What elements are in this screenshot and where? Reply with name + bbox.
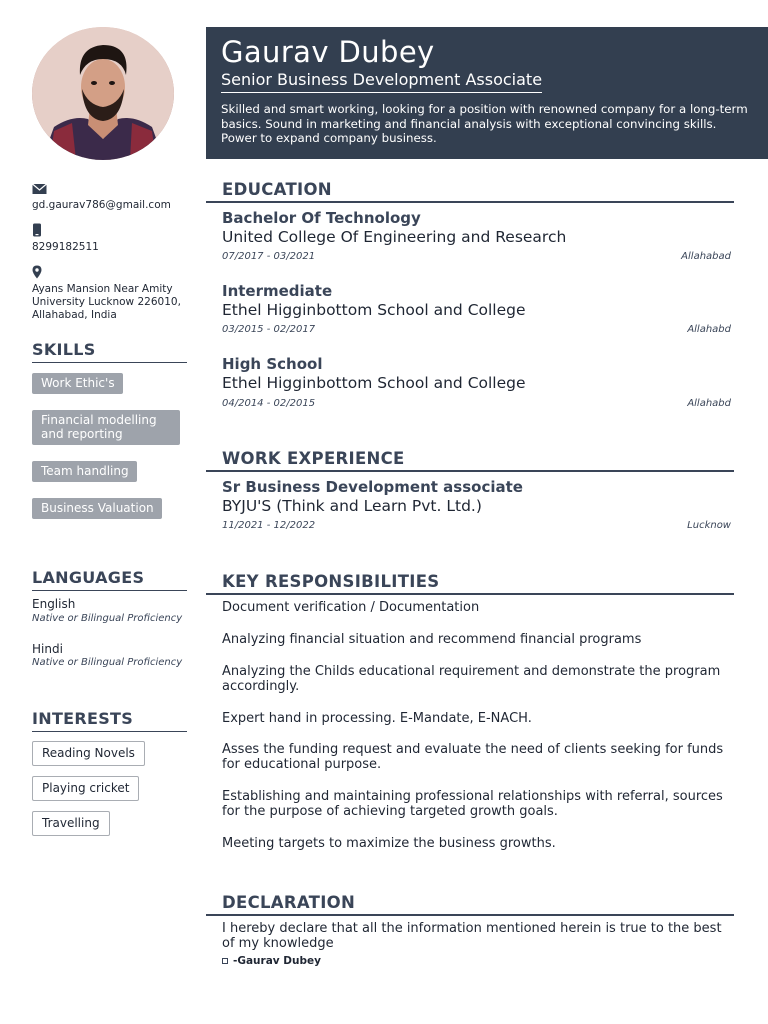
envelope-icon: [32, 180, 46, 194]
email-text[interactable]: gd.gaurav786@gmail.com: [32, 199, 171, 211]
responsibility-item: Asses the funding request and evaluate the need of clients seeking for funds for educational purpose.: [222, 742, 724, 772]
work-location: Lucknow: [687, 520, 731, 531]
section-divider: [206, 470, 734, 472]
education-dates: 03/2015 - 02/2017: [222, 324, 316, 335]
section-divider: [206, 593, 734, 595]
signature-line: [222, 955, 321, 967]
responsibility-item: Analyzing the Childs educational requirement and demonstrate the program accordingly.: [222, 664, 721, 694]
languages-heading: LANGUAGES: [32, 568, 187, 591]
declaration-heading: DECLARATION: [222, 893, 356, 912]
education-degree: Bachelor Of Technology: [222, 209, 421, 227]
profile-summary: Skilled and smart working, looking for a position with renowned company for a long-term basics. Sound in marketing and financial analysis with exceptional convincing skills. Power to expand company business.: [221, 102, 748, 145]
responsibility-item: Meeting targets to maximize the business growths.: [222, 836, 556, 851]
section-divider: [206, 201, 734, 203]
language-name: English: [32, 597, 76, 611]
work-heading: WORK EXPERIENCE: [222, 449, 405, 468]
interest-tag: Playing cricket: [32, 776, 139, 801]
skill-tag: Work Ethic's: [32, 373, 123, 394]
skills-heading: SKILLS: [32, 340, 187, 363]
interests-heading: INTERESTS: [32, 709, 187, 732]
responsibilities-heading: KEY RESPONSIBILITIES: [222, 572, 440, 591]
education-location: Allahabd: [687, 324, 731, 335]
bullet-box-icon: [222, 958, 228, 964]
work-company: BYJU'S (Think and Learn Pvt. Ltd.): [222, 497, 482, 515]
responsibility-item: Document verification / Documentation: [222, 600, 480, 615]
education-institution: Ethel Higginbottom School and College: [222, 374, 526, 392]
contact-email: [32, 180, 192, 212]
responsibility-item: Analyzing financial situation and recommend financial programs: [222, 632, 642, 647]
education-location: Allahabad: [681, 251, 731, 262]
profile-photo: [32, 27, 174, 160]
phone-text: 8299182511: [32, 241, 99, 253]
skill-tag: Team handling: [32, 461, 137, 482]
header-banner: [206, 27, 768, 159]
address-text: Ayans Mansion Near Amity University Lucknow 226010, Allahabad, India: [32, 283, 181, 321]
candidate-title: Senior Business Development Associate: [221, 70, 542, 93]
work-role: Sr Business Development associate: [222, 478, 523, 496]
work-dates: 11/2021 - 12/2022: [222, 520, 316, 531]
skill-tag: Financial modelling and reporting: [32, 410, 180, 445]
phone-icon: [32, 222, 46, 236]
contact-address: [32, 264, 192, 322]
interest-tag: Travelling: [32, 811, 110, 836]
section-divider: [206, 914, 734, 916]
candidate-name: Gaurav Dubey: [221, 35, 435, 69]
education-location: Allahabd: [687, 398, 731, 409]
education-heading: EDUCATION: [222, 180, 332, 199]
education-dates: 04/2014 - 02/2015: [222, 398, 316, 409]
education-institution: United College Of Engineering and Research: [222, 228, 567, 246]
education-degree: High School: [222, 355, 323, 373]
interest-tag: Reading Novels: [32, 741, 145, 766]
contact-phone: [32, 222, 192, 254]
language-level: Native or Bilingual Proficiency: [32, 657, 183, 668]
skill-tag: Business Valuation: [32, 498, 162, 519]
location-pin-icon: [32, 264, 46, 278]
education-dates: 07/2017 - 03/2021: [222, 251, 316, 262]
signature-text: -Gaurav Dubey: [233, 955, 321, 967]
language-level: Native or Bilingual Proficiency: [32, 613, 183, 624]
language-name: Hindi: [32, 642, 63, 656]
responsibility-item: Expert hand in processing. E-Mandate, E-NACH.: [222, 711, 532, 726]
declaration-text: I hereby declare that all the information mentioned herein is true to the best of my knowledge: [222, 921, 722, 951]
contact-section: [32, 180, 192, 332]
responsibility-item: Establishing and maintaining professional relationships with referral, sources for the purpose of achieving targeted growth goals.: [222, 789, 723, 819]
education-institution: Ethel Higginbottom School and College: [222, 301, 526, 319]
education-degree: Intermediate: [222, 282, 333, 300]
